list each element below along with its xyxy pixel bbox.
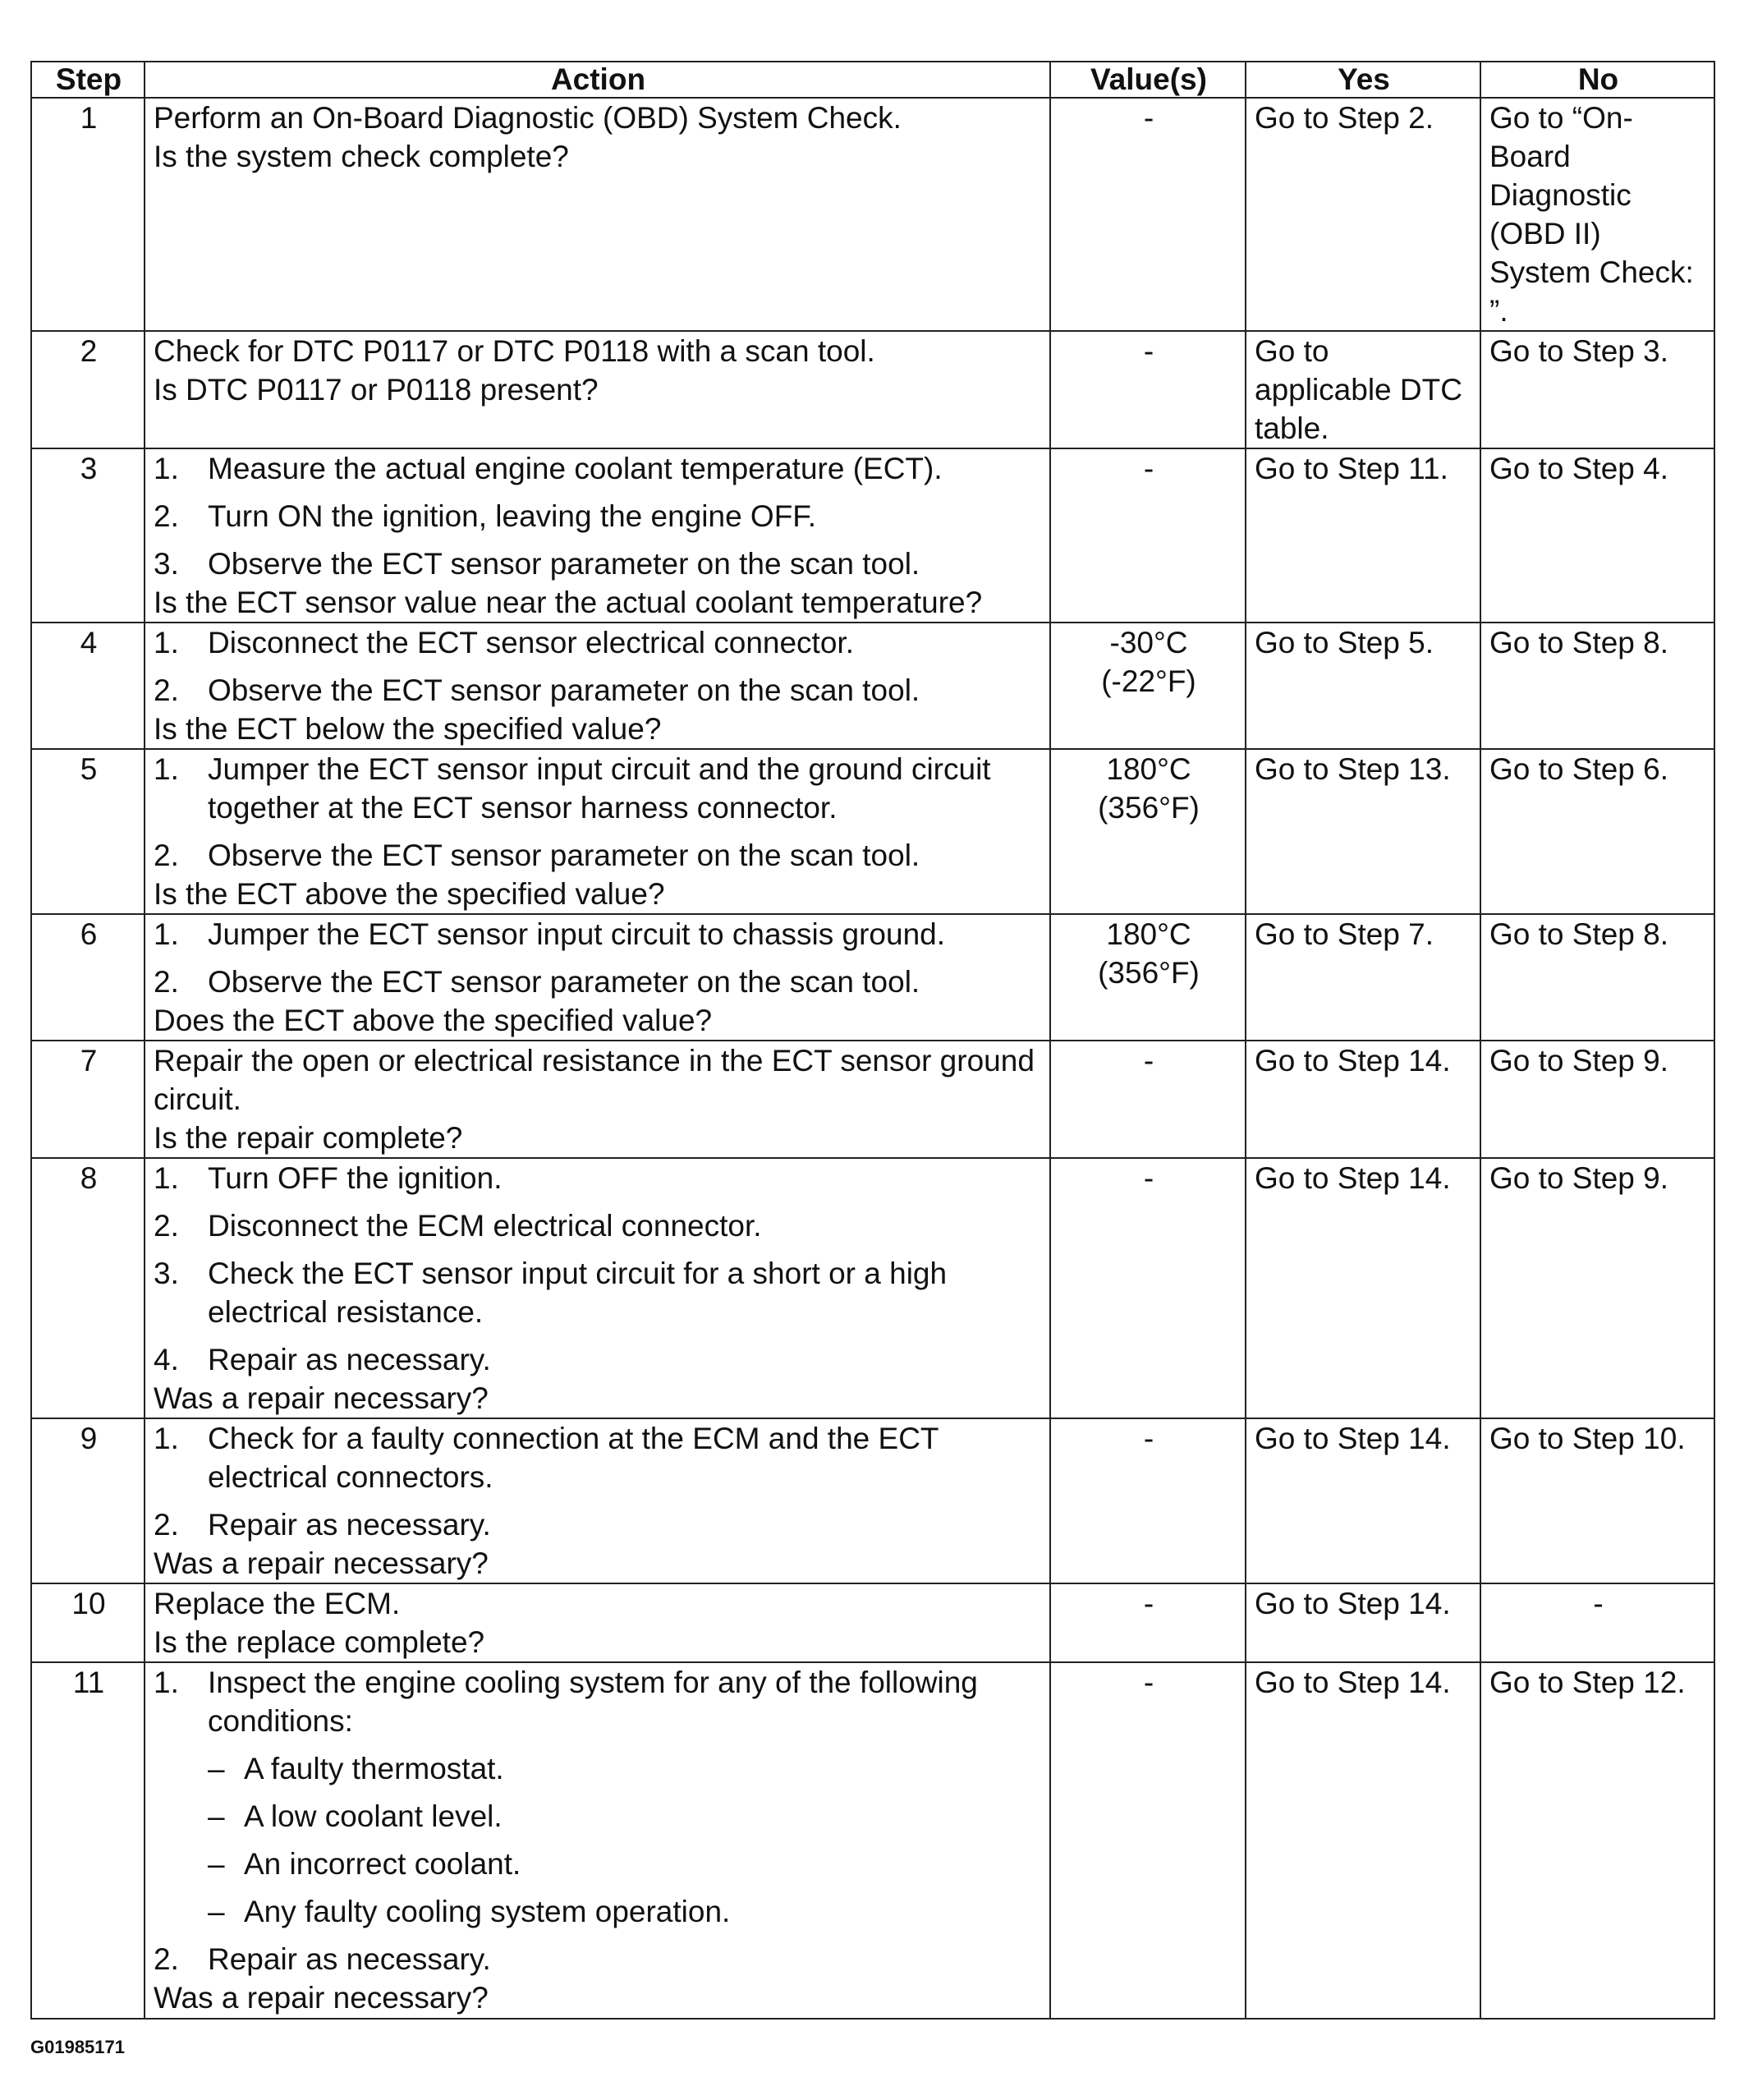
item-number: 1.: [154, 1422, 179, 1455]
value-cell: -: [1050, 331, 1246, 448]
item-number: 2.: [154, 673, 179, 707]
step-number: 6: [31, 914, 145, 1041]
table-row: [31, 623, 1714, 749]
action-question: Is the ECT above the specified value?: [154, 877, 665, 911]
value-cell: -: [1050, 98, 1246, 331]
sub-item: [154, 1797, 1043, 1836]
action-cell: [145, 623, 1050, 749]
action-cell: [145, 749, 1050, 914]
item-number: 1.: [154, 752, 179, 786]
action-item: [154, 1940, 1043, 1978]
dash-bullet: –: [208, 1799, 225, 1833]
value-cell: -: [1050, 1662, 1246, 2019]
action-item: [154, 545, 1043, 583]
yes-cell: Go to Step 14.: [1246, 1418, 1480, 1583]
action-question: Is the ECT below the specified value?: [154, 712, 662, 746]
no-cell: Go to Step 6.: [1480, 749, 1714, 914]
dash-bullet: –: [208, 1847, 225, 1881]
action-question: Is the replace complete?: [154, 1625, 485, 1659]
table-row: [31, 1583, 1714, 1662]
no-cell: Go to Step 3.: [1480, 331, 1714, 448]
item-number: 1.: [154, 917, 179, 951]
no-cell: -: [1480, 1583, 1714, 1662]
action-question: Does the ECT above the specified value?: [154, 1004, 713, 1037]
value-cell: 180°C (356°F): [1050, 749, 1246, 914]
no-cell: Go to Step 8.: [1480, 623, 1714, 749]
step-number: 8: [31, 1158, 145, 1418]
action-question: Was a repair necessary?: [154, 1546, 489, 1580]
sub-item: [154, 1892, 1043, 1931]
item-number: 2.: [154, 1942, 179, 1976]
action-text: Check for DTC P0117 or DTC P0118 with a scan tool.: [154, 334, 875, 368]
step-number: 4: [31, 623, 145, 749]
item-number: 1.: [154, 626, 179, 659]
yes-cell: Go to Step 13.: [1246, 749, 1480, 914]
table-row: [31, 749, 1714, 914]
table-row: [31, 1158, 1714, 1418]
item-text: Observe the ECT sensor parameter on the scan tool.: [208, 839, 920, 872]
item-number: 3.: [154, 1257, 179, 1290]
sub-item-text: Any faulty cooling system operation.: [244, 1895, 731, 1928]
action-cell: [145, 331, 1050, 448]
no-cell: Go to Step 8.: [1480, 914, 1714, 1041]
action-text: Repair the open or electrical resistance in the ECT sensor ground circuit.: [154, 1044, 1035, 1116]
item-text: Turn OFF the ignition.: [208, 1161, 503, 1195]
item-number: 4.: [154, 1343, 179, 1376]
value-cell: -: [1050, 1418, 1246, 1583]
action-item: [154, 1419, 1043, 1496]
item-text: Repair as necessary.: [208, 1508, 491, 1542]
step-number: 11: [31, 1662, 145, 2019]
item-number: 3.: [154, 547, 179, 581]
value-cell: -: [1050, 448, 1246, 623]
action-question: Was a repair necessary?: [154, 1381, 489, 1415]
dash-bullet: –: [208, 1895, 225, 1928]
header-no: No: [1480, 62, 1714, 98]
action-cell: [145, 1041, 1050, 1158]
yes-cell: Go to Step 5.: [1246, 623, 1480, 749]
header-values: Value(s): [1050, 62, 1246, 98]
yes-cell: Go to Step 7.: [1246, 914, 1480, 1041]
action-item: [154, 1340, 1043, 1379]
action-item: [154, 497, 1043, 535]
table-row: [31, 914, 1714, 1041]
value-cell: -: [1050, 1158, 1246, 1418]
diagnostic-table: [30, 61, 1715, 2020]
value-cell: -: [1050, 1041, 1246, 1158]
header-action: Action: [145, 62, 1050, 98]
item-number: 2.: [154, 1209, 179, 1243]
action-item: [154, 449, 1043, 488]
item-text: Inspect the engine cooling system for any of the following conditions:: [208, 1666, 978, 1738]
step-number: 1: [31, 98, 145, 331]
no-cell: Go to Step 10.: [1480, 1418, 1714, 1583]
action-item: [154, 671, 1043, 710]
yes-cell: Go to Step 14.: [1246, 1158, 1480, 1418]
action-cell: [145, 914, 1050, 1041]
item-text: Check the ECT sensor input circuit for a short or a high electrical resistance.: [208, 1257, 948, 1329]
header-row: [31, 62, 1714, 98]
no-cell: Go to Step 9.: [1480, 1158, 1714, 1418]
action-question: Was a repair necessary?: [154, 1981, 489, 2015]
action-text: Replace the ECM.: [154, 1587, 401, 1620]
item-text: Observe the ECT sensor parameter on the scan tool.: [208, 547, 920, 581]
sub-item: [154, 1845, 1043, 1883]
no-cell: Go to “On-Board Diagnostic (OBD II) System Check: ”.: [1480, 98, 1714, 331]
no-cell: Go to Step 4.: [1480, 448, 1714, 623]
value-cell: 180°C (356°F): [1050, 914, 1246, 1041]
action-cell: [145, 1662, 1050, 2019]
action-question: Is the ECT sensor value near the actual coolant temperature?: [154, 586, 983, 619]
yes-cell: Go to Step 14.: [1246, 1041, 1480, 1158]
yes-cell: Go to applicable DTC table.: [1246, 331, 1480, 448]
item-text: Repair as necessary.: [208, 1343, 491, 1376]
table-row: [31, 1418, 1714, 1583]
step-number: 5: [31, 749, 145, 914]
value-cell: -30°C (-22°F): [1050, 623, 1246, 749]
action-cell: [145, 1158, 1050, 1418]
dash-bullet: –: [208, 1752, 225, 1785]
item-number: 2.: [154, 839, 179, 872]
yes-cell: Go to Step 14.: [1246, 1583, 1480, 1662]
no-cell: Go to Step 9.: [1480, 1041, 1714, 1158]
yes-cell: Go to Step 14.: [1246, 1662, 1480, 2019]
header-yes: Yes: [1246, 62, 1480, 98]
item-text: Jumper the ECT sensor input circuit and the ground circuit together at the ECT sensor harness connector.: [208, 752, 991, 825]
step-number: 9: [31, 1418, 145, 1583]
item-number: 2.: [154, 965, 179, 999]
action-item: [154, 963, 1043, 1001]
action-question: Is the repair complete?: [154, 1121, 463, 1155]
action-item: [154, 1159, 1043, 1197]
table-row: [31, 331, 1714, 448]
action-question: Is the system check complete?: [154, 140, 569, 173]
action-cell: [145, 1583, 1050, 1662]
table-row: [31, 448, 1714, 623]
action-item: [154, 1206, 1043, 1245]
sub-item-text: A faulty thermostat.: [244, 1752, 504, 1785]
step-number: 7: [31, 1041, 145, 1158]
action-item: [154, 750, 1043, 827]
item-text: Disconnect the ECT sensor electrical connector.: [208, 626, 854, 659]
value-cell: -: [1050, 1583, 1246, 1662]
step-number: 2: [31, 331, 145, 448]
yes-cell: Go to Step 11.: [1246, 448, 1480, 623]
action-cell: [145, 98, 1050, 331]
action-cell: [145, 1418, 1050, 1583]
item-text: Turn ON the ignition, leaving the engine OFF.: [208, 499, 817, 533]
action-text: Perform an On-Board Diagnostic (OBD) System Check.: [154, 101, 902, 135]
action-item: [154, 623, 1043, 662]
item-text: Jumper the ECT sensor input circuit to chassis ground.: [208, 917, 946, 951]
item-text: Repair as necessary.: [208, 1942, 491, 1976]
item-text: Disconnect the ECM electrical connector.: [208, 1209, 762, 1243]
sub-item: [154, 1749, 1043, 1788]
action-item: [154, 915, 1043, 954]
action-cell: [145, 448, 1050, 623]
item-text: Measure the actual engine coolant temperature (ECT).: [208, 452, 943, 485]
figure-code: G01985171: [30, 2037, 125, 2057]
table-row: [31, 98, 1714, 331]
item-text: Observe the ECT sensor parameter on the scan tool.: [208, 673, 920, 707]
step-number: 3: [31, 448, 145, 623]
item-number: 1.: [154, 1666, 179, 1699]
action-item: [154, 1254, 1043, 1331]
header-step: Step: [31, 62, 145, 98]
action-item: [154, 1505, 1043, 1544]
step-number: 10: [31, 1583, 145, 1662]
sub-item-text: A low coolant level.: [244, 1799, 503, 1833]
table-row: [31, 1662, 1714, 2019]
yes-cell: Go to Step 2.: [1246, 98, 1480, 331]
item-text: Observe the ECT sensor parameter on the scan tool.: [208, 965, 920, 999]
sub-item-text: An incorrect coolant.: [244, 1847, 521, 1881]
no-cell: Go to Step 12.: [1480, 1662, 1714, 2019]
item-number: 1.: [154, 1161, 179, 1195]
item-number: 2.: [154, 1508, 179, 1542]
item-number: 1.: [154, 452, 179, 485]
action-item: [154, 1663, 1043, 1740]
item-number: 2.: [154, 499, 179, 533]
item-text: Check for a faulty connection at the ECM and the ECT electrical connectors.: [208, 1422, 939, 1494]
action-question: Is DTC P0117 or P0118 present?: [154, 373, 599, 407]
action-item: [154, 836, 1043, 875]
table-row: [31, 1041, 1714, 1158]
